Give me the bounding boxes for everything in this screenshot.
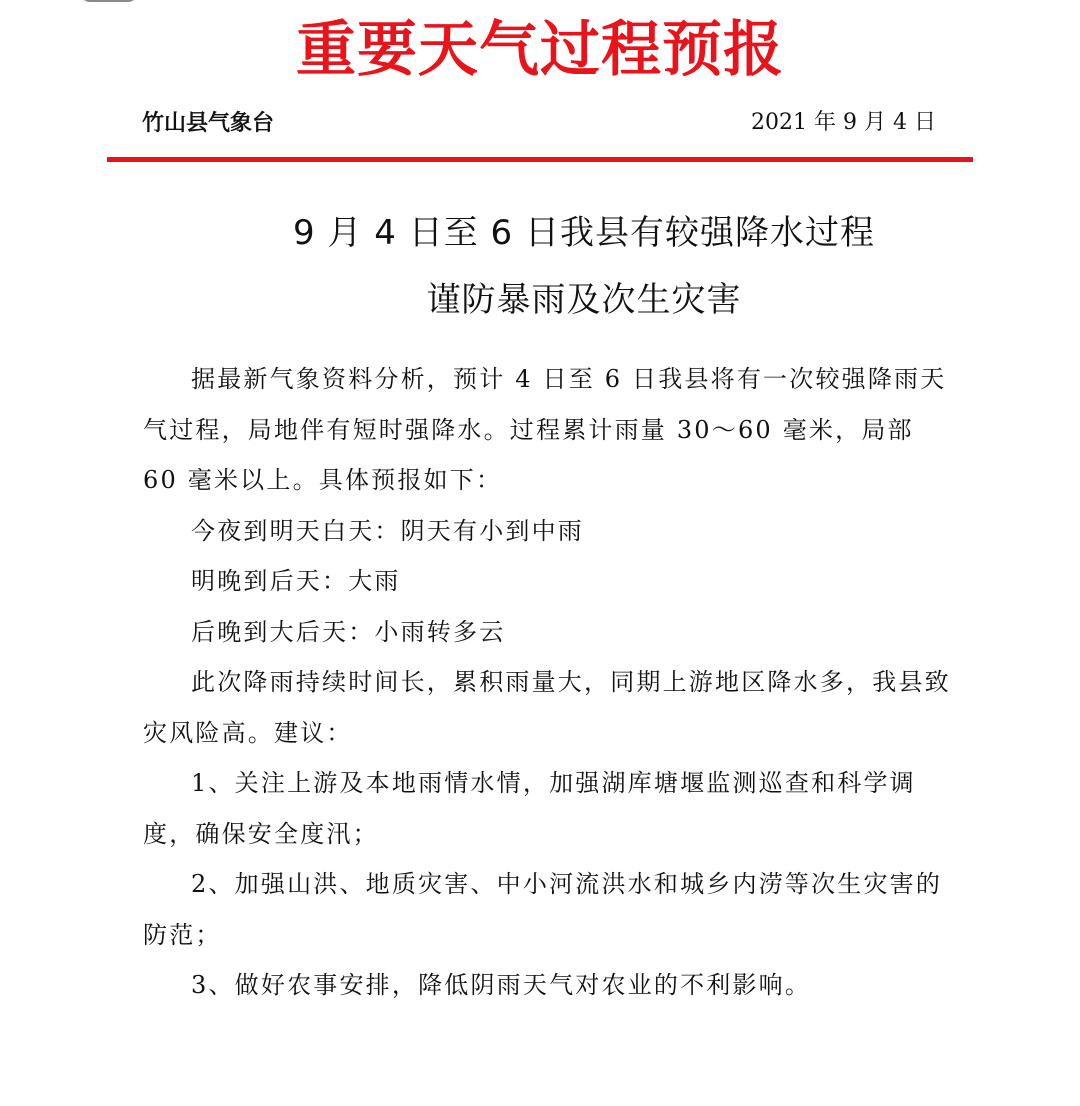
advice-item-3: 3、做好农事安排，降低阴雨天气对农业的不利影响。 bbox=[191, 971, 812, 999]
forecast-tonight: 今夜到明天白天：阴天有小到中雨 bbox=[191, 516, 584, 545]
forecast-tomorrow-night: 明晚到后天：大雨 bbox=[191, 567, 401, 595]
top-tab-handle bbox=[80, 0, 138, 2]
red-divider bbox=[107, 157, 973, 162]
advice-item-1: 1、关注上游及本地雨情水情，加强湖库塘堰监测巡查和科学调度，确保安全度汛； bbox=[143, 769, 916, 848]
paragraph-risk: 此次降雨持续时间长，累积雨量大，同期上游地区降水多，我县致灾风险高。建议： bbox=[143, 668, 951, 747]
headline-line-2: 谨防暴雨及次生灾害 bbox=[426, 280, 742, 320]
paragraph-intro: 据最新气象资料分析，预计 4 日至 6 日我县将有一次较强降雨天气过程，局地伴有短时强降水。过程累计雨量 30～60 毫米，局部 60 毫米以上。具体预报如下： bbox=[143, 365, 947, 494]
issuer-name: 竹山县气象台 bbox=[142, 111, 275, 136]
advice-item-2: 2、加强山洪、地质灾害、中小河流洪水和城乡内涝等次生灾害的防范； bbox=[143, 870, 943, 949]
issue-date: 2021 年 9 月 4 日 bbox=[751, 110, 936, 135]
headline-line-1: 9 月 4 日至 6 日我县有较强降水过程 bbox=[293, 213, 875, 253]
masthead-title: 重要天气过程预报 bbox=[296, 15, 784, 85]
document-body bbox=[143, 354, 958, 1011]
forecast-day-after: 后晚到大后天：小雨转多云 bbox=[191, 617, 506, 646]
